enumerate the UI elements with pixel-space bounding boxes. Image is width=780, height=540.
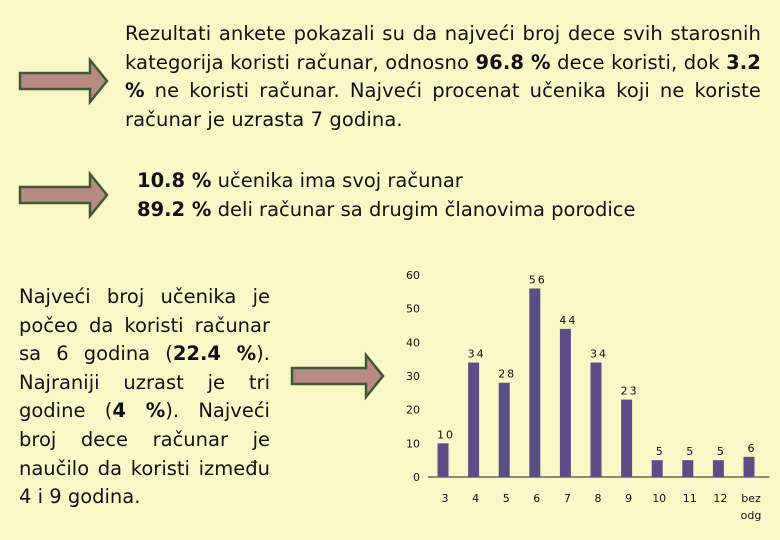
y-tick-label: 60 [406,269,420,282]
ownership-paragraph [137,166,697,224]
x-tick-label: odg [740,509,762,522]
bar [744,457,755,477]
x-tick-label: 10 [652,492,667,505]
x-tick-label: 11 [682,492,697,505]
percent-uses-computer: 96.8 % [475,50,551,74]
bar [713,460,724,477]
percent-not-using: 3.2 % [125,50,761,102]
bar [468,363,479,477]
bar [529,288,540,477]
arrow-right-icon [18,170,110,220]
bar [560,329,571,477]
y-tick-label: 0 [413,471,420,484]
x-tick-label: bez [741,492,761,505]
x-tick-label: 5 [502,492,510,505]
bar [682,460,693,477]
bar [591,363,602,477]
data-label: 28 [498,367,517,381]
data-label: 6 [747,441,757,455]
x-tick-label: 3 [441,492,449,505]
x-tick-label: 7 [563,492,571,505]
age-start-paragraph: Najveći broj učenika je počeo da koristi računar sa 6 godina (22.4 %). Najraniji uzrast je tri godine (4 %). Najveći broj dece računar je naučilo da koristi između 4 i 9 godina. [19,285,270,509]
own-computer-line: 10.8 % učenika ima svoj računar [137,169,463,192]
age-bar-chart [395,255,775,530]
data-label: 5 [655,445,665,459]
y-tick-label: 10 [406,437,420,451]
x-tick-label: 12 [713,492,728,505]
data-label: 5 [716,445,726,459]
x-tick-label: 8 [594,492,602,505]
y-tick-label: 40 [406,336,420,350]
data-label: 34 [590,347,608,361]
x-tick-label: 6 [533,492,541,505]
bar [499,383,510,477]
y-tick-label: 20 [406,403,420,417]
survey-summary-paragraph: Rezultati ankete pokazali su da najveći broj dece svih starosnih kategorija koristi računar, odnosno 96.8 % dece koristi, dok 3.2 % ne koristi računar. Najveći procenat učenika koji ne koriste računar je uzrasta 7 godina. [125,22,761,131]
y-tick-label: 50 [406,302,420,316]
bar [621,400,632,477]
x-tick-label: 4 [472,492,480,505]
shared-computer-line: 89.2 % deli računar sa drugim članovima porodice [137,198,636,221]
arrow-right-icon [18,56,110,106]
x-tick-label: 9 [625,492,633,505]
data-label: 23 [620,384,639,398]
data-label: 56 [528,273,547,287]
y-tick-label: 30 [406,370,420,383]
data-label: 34 [467,347,486,361]
arrow-right-icon [290,351,386,401]
bar [438,443,449,477]
data-label: 5 [686,445,696,459]
bar [652,460,663,477]
data-label: 10 [437,428,455,442]
data-label: 44 [559,313,578,327]
